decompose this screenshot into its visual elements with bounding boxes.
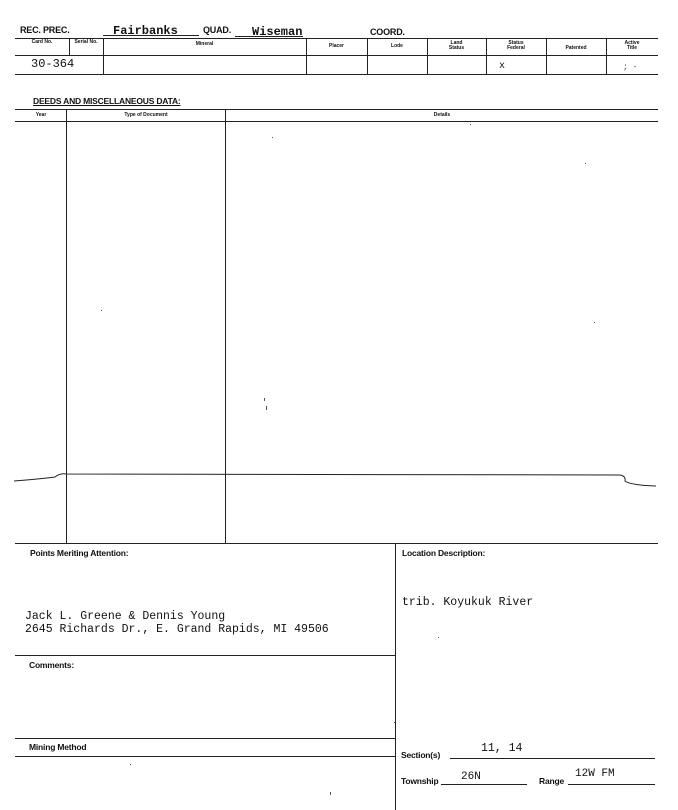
col-lode: Lode bbox=[391, 43, 403, 49]
scan-speck bbox=[272, 137, 273, 138]
col-type-of-document: Type of Document bbox=[124, 112, 168, 118]
rec-prec-underline bbox=[103, 35, 199, 36]
township-underline bbox=[441, 784, 527, 785]
sections-underline bbox=[450, 758, 655, 759]
deeds-table-header-rule bbox=[15, 121, 658, 122]
points-label: Points Meriting Attention: bbox=[30, 548, 129, 558]
mining-method-rule bbox=[15, 756, 395, 757]
col-active-title: Active Title bbox=[624, 40, 640, 51]
sections-label: Section(s) bbox=[401, 750, 441, 760]
col-card-no: Card No. bbox=[31, 39, 53, 45]
scan-speck bbox=[264, 398, 265, 401]
scan-speck bbox=[330, 792, 331, 795]
active-title-mark: ; - bbox=[623, 63, 638, 72]
township-value: 26N bbox=[461, 771, 481, 783]
claim-table-top-rule bbox=[15, 38, 658, 39]
card-serial-value: 30-364 bbox=[31, 57, 75, 71]
scan-edge-line bbox=[0, 465, 678, 495]
scan-speck bbox=[438, 637, 439, 638]
quad-label: QUAD. bbox=[203, 25, 231, 35]
points-line-2: 2645 Richards Dr., E. Grand Rapids, MI 49506 bbox=[25, 623, 329, 636]
range-label: Range bbox=[539, 776, 564, 786]
range-underline bbox=[568, 784, 655, 785]
location-label: Location Description: bbox=[402, 548, 486, 558]
col-mineral: Mineral bbox=[195, 41, 214, 47]
coord-label: COORD. bbox=[370, 27, 405, 37]
comments-top-rule bbox=[15, 655, 395, 656]
claim-table-header-rule bbox=[15, 55, 658, 56]
scan-speck bbox=[101, 310, 102, 311]
col-details: Details bbox=[433, 112, 451, 118]
rec-prec-label: REC. PREC. bbox=[20, 25, 70, 35]
bottom-section-top-rule bbox=[15, 543, 658, 544]
col-placer: Placer bbox=[328, 43, 344, 49]
sections-value: 11, 14 bbox=[481, 742, 523, 755]
scan-speck bbox=[585, 163, 586, 164]
rec-prec-value: Fairbanks bbox=[113, 24, 178, 38]
claim-col-divider bbox=[546, 38, 547, 74]
col-serial-no: Serial No. bbox=[74, 39, 98, 45]
col-land-status: Land Status bbox=[448, 40, 465, 51]
col-status-federal: Status Federal bbox=[507, 40, 525, 51]
range-value: 12W FM bbox=[575, 768, 615, 780]
deeds-section-title: DEEDS AND MISCELLANEOUS DATA: bbox=[33, 96, 181, 106]
points-line-1: Jack L. Greene & Dennis Young bbox=[25, 610, 226, 623]
scan-speck bbox=[266, 406, 267, 410]
township-label: Township bbox=[401, 776, 439, 786]
claim-table-bottom-rule bbox=[15, 74, 658, 75]
col-patented: Patented bbox=[565, 45, 587, 51]
quad-value: Wiseman bbox=[252, 25, 303, 39]
quad-underline bbox=[235, 36, 303, 37]
mining-method-label: Mining Method bbox=[29, 742, 87, 752]
location-value: trib. Koyukuk River bbox=[402, 596, 534, 609]
status-federal-mark: x bbox=[499, 61, 506, 72]
scan-speck bbox=[130, 764, 131, 765]
scan-speck bbox=[594, 322, 595, 323]
comments-label: Comments: bbox=[29, 660, 74, 670]
col-year: Year bbox=[35, 112, 47, 118]
mining-top-rule bbox=[15, 738, 395, 739]
deeds-table-top-rule bbox=[15, 109, 658, 110]
bottom-section-divider bbox=[395, 543, 396, 810]
scan-speck bbox=[470, 124, 471, 125]
